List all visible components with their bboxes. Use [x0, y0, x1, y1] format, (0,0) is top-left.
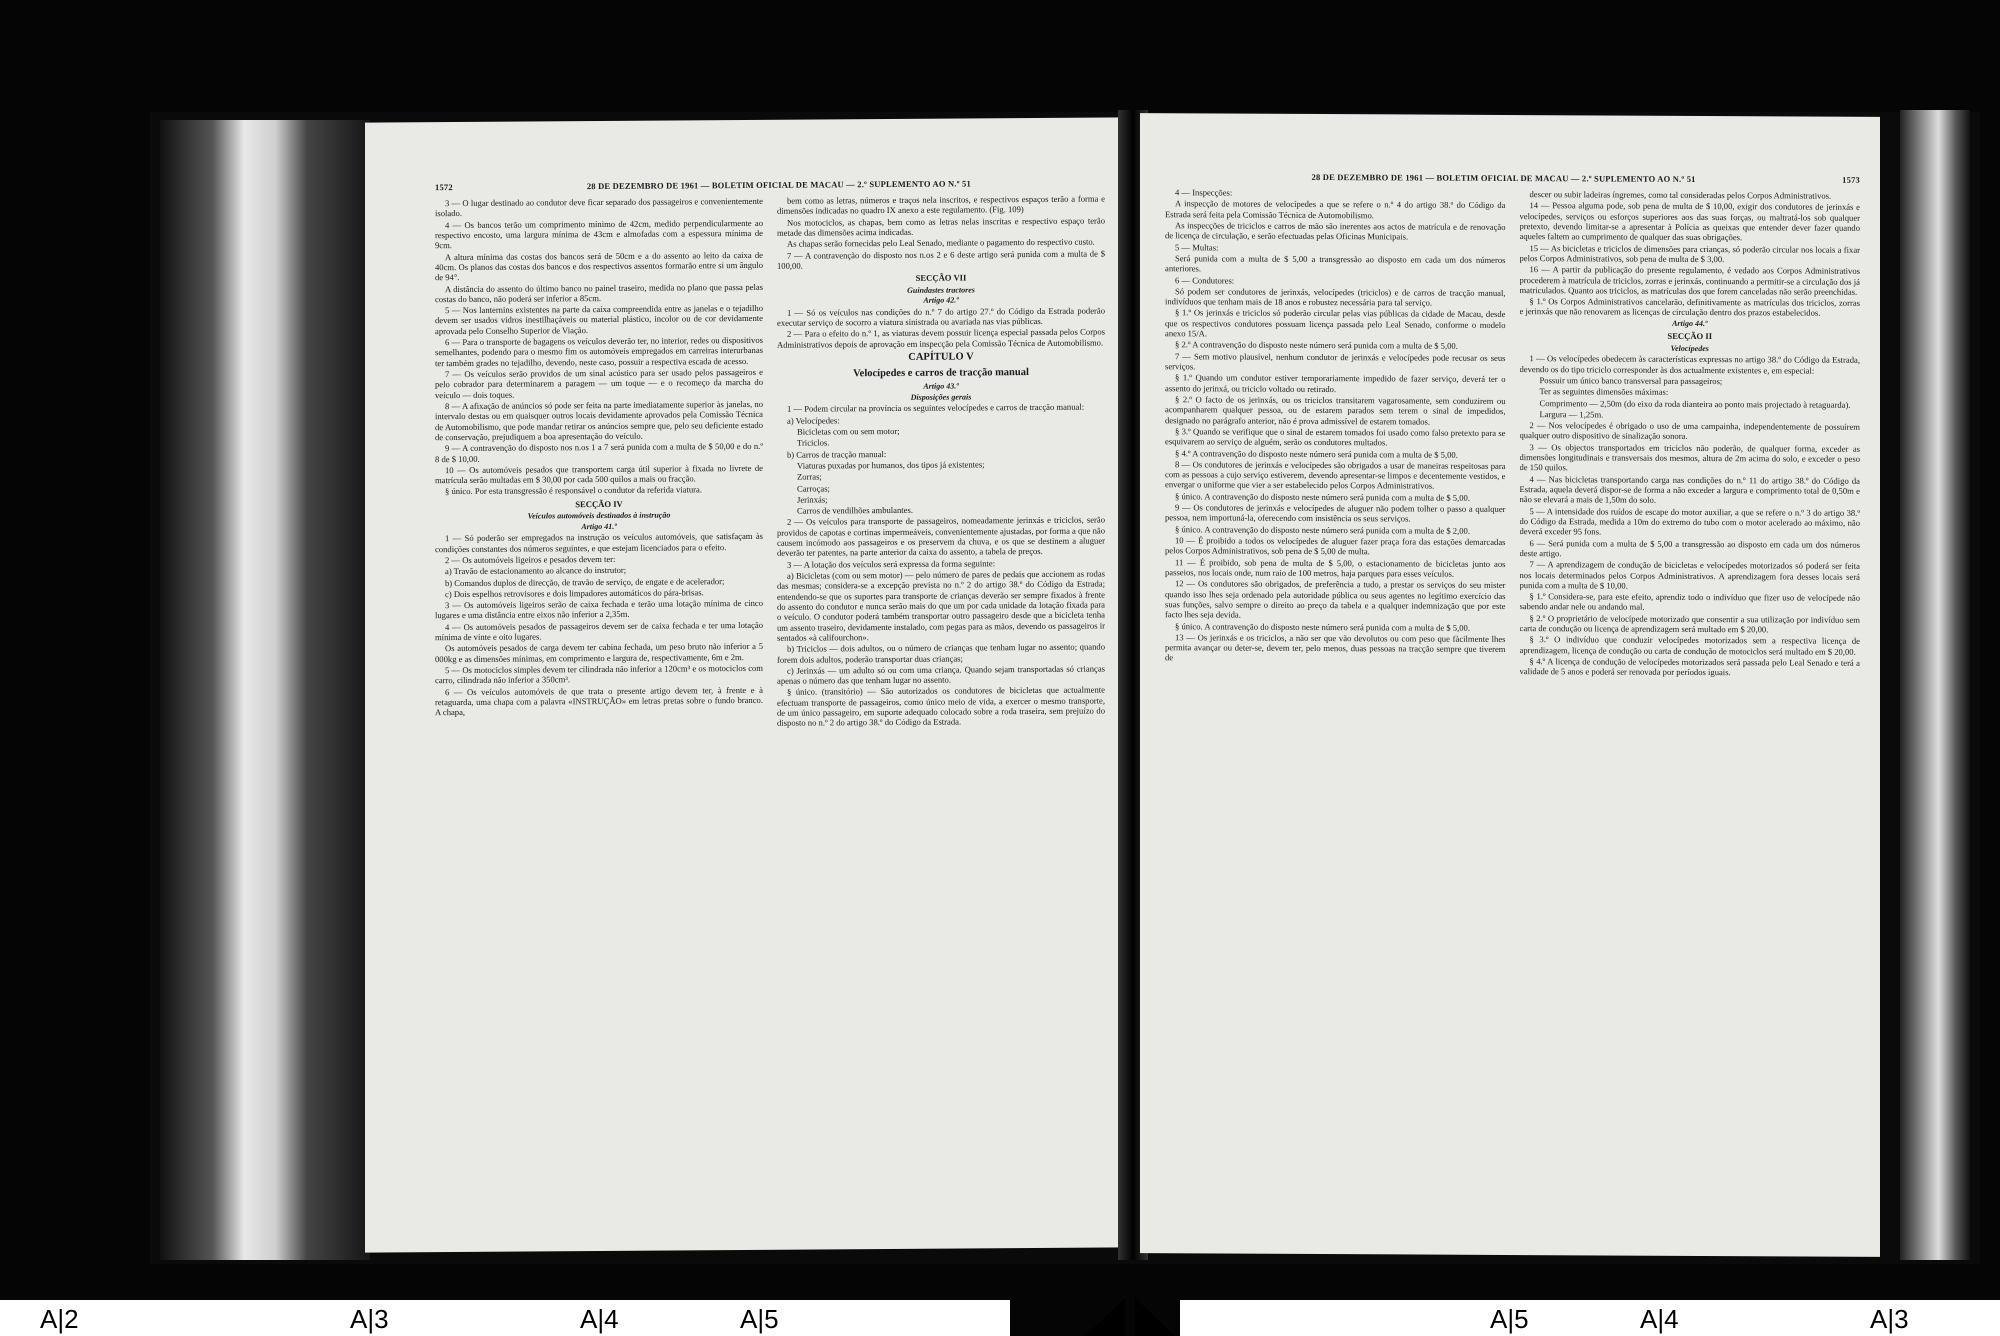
paragraph: 9 — Os condutores de jerinxás e velocípedes de aluguer não podem tolher o passo a qualquer pessoa, nem importuná-la, oferecendo com insistência os seus serviços. [1165, 502, 1506, 524]
paragraph: Carros de vendilhões ambulantes. [797, 504, 913, 516]
paragraph: a) Travão de estacionamento ao alcance do instrutor; [445, 565, 627, 577]
paragraph: 1 — Só os veículos nas condições do n.º 7 do artigo 27.º do Código da Estrada poderão executar serviço de socorro a viatura sinistrada ou avariada nas vias públicas. [777, 305, 1105, 328]
paragraph: Largura — 1,25m. [1539, 408, 1604, 420]
paragraph: 8 — Os condutores de jerinxás e velocípedes são obrigados a usar de maneiras respeitosas para com as pessoas a cujo serviço estiverem, devendo apresentar-se limpos e decentemente vestidos, e envergar o uniforme que vier a ser estabelecido pelos Corpos Administrativos. [1165, 459, 1506, 492]
paragraph: A altura mínima das costas dos bancos será de 50cm e a do assento ao leito da caixa de 40cm. Os planos das costas dos bancos e dos respectivos assentos formarão entre si um ângulo de 94°. [435, 249, 763, 283]
paragraph: § único. A contravenção do disposto neste número será punida com a multa de $ 5,00. [1175, 490, 1470, 503]
right-page-column-2 [1520, 189, 1861, 1253]
paragraph: 10 — É proibido a todos os velocípedes de aluguer fazer praça fora das estações demarcadas pelos Corpos Administrativos, sob pena de $ 5,00 de multa. [1165, 535, 1506, 557]
book-edge-right [1900, 110, 1970, 1260]
paragraph: § único. A contravenção do disposto neste número será punida com a multa de $ 2,00. [1175, 523, 1470, 536]
paragraph: 11 — É proibido, sob pena de multa de $ 5,00, o estacionamento de bicicletas junto aos passeios, nos locais onde, num raio de 100 metros, haja parques para esses veículos. [1165, 556, 1506, 579]
paragraph: § 1.º Quando um condutor estiver temporariamente impedido de fazer serviço, deverá ter o assento do jerinxá, ou triciclo voltado ou retirado. [1165, 372, 1506, 394]
left-page-column-1 [435, 196, 763, 1248]
paragraph: 12 — Os condutores são obrigados, de preferência a tudo, a prestar os serviços do seu mister quando isso lhes seja ordenado pela autoridade pública ou seus agentes no legítimo exercício das suas funções, salvo sempre o direito ao preço da tabela e a qualquer indemnização que por este facto lhes seja devida. [1165, 578, 1506, 620]
paragraph: 2 — Nos velocípedes é obrigado o uso de uma campainha, independentemente de possuírem qualquer outro dispositivo de sinalização sonora. [1519, 420, 1860, 442]
paragraph: 4 — Os bancos terão um comprimento mínimo de 42cm, medido perpendicularmente ao respectivo encosto, uma largura mínima de 43cm e almofadas com a espessura mínima de 9cm. [435, 217, 763, 251]
paragraph: Triciclos. [797, 437, 830, 448]
paragraph: Jerinxás; [797, 494, 828, 505]
paragraph: Zorras; [797, 471, 822, 482]
left-page-number: 1572 [435, 182, 453, 193]
section-subheading: Veículos automóveis destinados à instrução [527, 510, 671, 521]
paragraph: 1 — Os velocípedes obedecem às características expressas no artigo 38.º do Código da Estrada, devendo os do tipo triciclo corresponder às dos actualmente existentes e, em especial: [1519, 353, 1860, 376]
paragraph: 6 — Para o transporte de bagagens os veículos deverão ter, no interior, redes ou dispositivos semelhantes, podendo para o mesmo fim os automóveis empregados em carreiras interurbanas ter também grades no tejadilho, devendo, neste caso, possuir a respectiva escada de acesso. [435, 334, 763, 368]
paragraph: § 4.º A contravenção do disposto neste número será punida com a multa de $ 5,00. [1175, 447, 1458, 460]
paragraph: Os automóveis pesados de carga devem ter cabina fechada, um peso bruto não inferior a 5 000kg e as dimensões mínimas, em comprimento e largura de, respectivamente, 6m e 2m. [435, 641, 763, 664]
paragraph: § único. A contravenção do disposto neste número será punida com a multa de $ 5,00. [1175, 620, 1470, 633]
section-subheading: Guindastes tractores [907, 284, 975, 295]
section-heading: SECÇÃO VII [915, 272, 967, 284]
article-heading: Artigo 44.º [1672, 318, 1708, 328]
paragraph: A distância do assento do último banco no painel traseiro, medida no plano que passa pelas costas do banco, não poderá ser inferior a 85cm. [435, 281, 763, 304]
paragraph: b) Triciclos — dois adultos, ou o número de crianças que tenham lugar no assento; quando forem dois adultos, poderão transportar duas crianças; [777, 641, 1105, 665]
paragraph: Nos motociclos, as chapas, bem como as letras nelas inscritas e respectivo espaço terão metade das dimensões acima indicadas. [777, 215, 1105, 238]
paragraph: 3 — A lotação dos veículos será expressa da forma seguinte: [787, 557, 996, 570]
paragraph: 8 — A afixação de anúncios só pode ser feita na parte imediatamente superior às janelas, no intervalo destas ou em quaisquer outros locais devidamente aprovados pela Comissão Técnica de Automobilismo, que pode mandar retirar os anúncios sempre que, pelo seu deficiente estado de conservação, prejudiquem a boa apresentação do veículo. [435, 398, 763, 443]
paragraph: § único. Por esta transgressão é responsável o condutor da referida viatura. [445, 484, 703, 497]
paragraph: Carroças; [797, 482, 830, 494]
section-subheading: Velocípedes [1670, 343, 1709, 353]
paragraph: 4 — Os automóveis pesados de passageiros devem ser de caixa fechada e ter uma lotação mínima de vinte e oito lugares. [435, 619, 763, 643]
right-page [1140, 113, 1880, 1257]
paragraph: 5 — Multas: [1175, 241, 1219, 253]
left-page-header [435, 177, 1105, 192]
paragraph: 9 — A contravenção do disposto nos n.os 1 a 7 será punida com a multa de $ 50,00 e do n.º 8 de $ 10,00. [435, 441, 763, 464]
paragraph: § 1.º Os Corpos Administrativos cancelarão, definitivamente as matrículas dos triciclos, zorras e jerinxás que não renovarem as licenças de circulação dentro dos prazos estabelecidos. [1519, 296, 1860, 319]
paragraph: As chapas serão fornecidas pelo Leal Senado, mediante o pagamento do respectivo custo. [787, 236, 1095, 249]
paragraph: 1 — Podem circular na província os seguintes velocípedes e carros de tracção manual: [787, 401, 1085, 415]
book-edge-left [160, 120, 370, 1260]
section-subheading: Disposições gerais [910, 392, 972, 402]
paragraph: As inspecções de triciclos e carros de mão são inerentes aos actos de matrícula e de renovação de licença de circulação, e serão efectuadas pelas Oficinas Municipais. [1165, 220, 1506, 242]
paragraph: § 2.º O facto de os jerinxás, ou os triciclos transitarem vagarosamente, sem conduzirem ou acompanharem qualquer pessoa, ou de estarem parados sem terem o sinal de impedidos, designado no parágrafo anterior, não é prova admissível de estarem tomados. [1165, 394, 1506, 427]
paragraph: 1 — Só poderão ser empregados na instrução os veículos automóveis, que satisfaçam às condições constantes dos números seguintes, e que estejam licenciados para o efeito. [435, 531, 763, 554]
paragraph: Será punida com a multa de $ 5,00 a transgressão ao disposto em cada um dos números anteriores. [1165, 253, 1506, 274]
paragraph: § 4.º A licença de condução de velocípedes motorizados será passada pelo Leal Senado e terá a validade de 5 anos e poderá ser renovada por períodos iguais. [1519, 656, 1860, 678]
article-heading: Artigo 41.º [581, 521, 617, 531]
paragraph: Ter as seguintes dimensões máximas: [1539, 386, 1669, 398]
paragraph: 6 — Os veículos automóveis de que trata o presente artigo devem ter, à frente e à retaguarda, uma chapa com a palavra «INSTRUÇÃO» em letras pretas sobre o fundo branco. A chapa, [435, 684, 763, 718]
right-page-header-title: 28 DE DEZEMBRO DE 1961 — BOLETIM OFICIAL DE MACAU — 2.º SUPLEMENTO AO N.º 51 [1311, 171, 1696, 184]
paragraph: descer ou subir ladeiras íngremes, como tal consideradas pelos Corpos Administrativos. [1529, 189, 1832, 201]
paragraph: 6 — Condutores: [1175, 274, 1235, 286]
paragraph: bem como as letras, números e traços nela inscritos, e respectivos espaços terão a forma e dimensões indicadas no quadro IX anexo a este regulamento. (Fig. 109) [777, 193, 1105, 217]
ruler-mark: A|3 [1870, 1304, 1909, 1334]
chapter-heading: CAPÍTULO V [908, 351, 974, 363]
paragraph: 4 — Inspecções: [1175, 187, 1233, 198]
ruler-mark: A|2 [40, 1304, 79, 1334]
left-page-column-2 [777, 193, 1105, 1245]
paragraph: § 2.º O proprietário de velocípede motorizado que consentir a sua utilização por indivíduo sem carta de condução ou licença de aprendizagem será multado em $ 20,00. [1519, 612, 1860, 635]
paragraph: 2 — Os veículos para transporte de passageiros, nomeadamente jerinxás e triciclos, serão providos de capotas e cortinas impermeáveis, convenientemente ajustadas, por forma a que não causem incómodo aos passageiros e os preservem da chuva, e os que se destinem a aluguer deverão ter patentes, na parte anterior da caixa do assento, a tabela de preços. [777, 514, 1105, 559]
paragraph: § 3.º Quando se verifique que o sinal de estarem tomados foi usado como falso pretexto para se esquivarem ao serviço de alguém, serão os condutores multados. [1165, 426, 1506, 448]
paragraph: b) Carros de tracção manual: [787, 448, 887, 460]
paragraph: 16 — A partir da publicação do presente regulamento, é vedado aos Corpos Administrativos procederem à matrícula de triciclos, zorras e jerinxás, continuando a permitir-se a circulação dos já matriculados. Quanto aos triciclos, as matrículas dos que forem canceladas não serão preenchidas. [1519, 264, 1860, 297]
right-page-header [1165, 171, 1860, 185]
paragraph: a) Velocípedes: [787, 414, 840, 426]
paragraph: 3 — O lugar destinado ao condutor deve ficar separado dos passageiros e convenientemente isolado. [435, 195, 763, 219]
section-heading: SECÇÃO II [1667, 331, 1713, 342]
section-heading: SECÇÃO IV [575, 498, 623, 509]
paragraph: Bicicletas com ou sem motor; [797, 425, 900, 437]
paragraph: 7 — A aprendizagem de condução de bicicletas e velocípedes motorizados só poderá ser feita nos locais determinados pelos Corpos Administrativos. A aprendizagem fora desses locais será punida com a multa de $ 10,00. [1519, 559, 1860, 591]
article-heading: Artigo 42.º [923, 295, 959, 305]
paragraph: 5 — A intensidade dos ruídos de escape do motor auxiliar, a que se refere o n.º 3 do artigo 38.º do Código da Estrada, medida a 10m do extremo do tubo com o motor acelerado ao máximo, não deverá exceder 95 fons. [1519, 505, 1860, 537]
paragraph: Viaturas puxadas por humanos, dos tipos já existentes; [797, 459, 985, 471]
paragraph: Só podem ser condutores de jerinxás, velocípedes (triciclos) e de carros de tracção manual, indivíduos que tenham mais de 18 anos e robustez necessária para tal serviço. [1165, 286, 1506, 308]
ruler-mark: A|4 [1640, 1304, 1679, 1334]
paragraph: 3 — Os objectos transportados em triciclos não poderão, de qualquer forma, exceder as dimensões longitudinais e transversais dos mesmos, altura de 2m acima do solo, e exceder o peso de 150 quilos. [1519, 441, 1860, 473]
paragraph: 13 — Os jerinxás e os triciclos, a não ser que vão devolutos ou com peso que fàcilmente lhes permita avançar ou deter-se, devem ter, pelo menos, duas pessoas na tracção sempre que tiverem de [1165, 632, 1506, 663]
paragraph: § 3.º O indivíduo que conduzir velocípedes motorizados sem a respectiva licença de aprendizagem, licença de condução ou carta de condução de motociclos será multado em $ 20,00. [1519, 634, 1860, 657]
chapter-title: Velocípedes e carros de tracção manual [853, 366, 1029, 379]
paragraph: 4 — Nas bicicletas transportando carga nas condições do n.º 11 do artigo 38.º do Código da Estrada, aquela deverá dispor-se de forma a não exceder a largura e comprimento total de 0,50m e não se elevará a mais de 1,50m do solo. [1519, 473, 1860, 506]
paragraph: § 1.º Os jerinxás e triciclos só poderão circular pelas vias públicas da cidade de Macau, desde que os respectivos condutores possuam licença passada pelo Leal Senado, conforme o modelo anexo 15/A. [1165, 307, 1506, 339]
left-page [365, 117, 1127, 1252]
paragraph: 2 — Para o efeito do n.º 1, as viaturas devem possuir licença especial passada pelos Corpos Administrativos depois de aprovação em inspecção pela Comissão Técnica de Automobilismo. [777, 326, 1105, 350]
paragraph: 10 — Os automóveis pesados que transportem carga útil superior à fixada no livrete de matrícula serão multadas em $ 30,00 por cada 500 quilos a mais ou fracção. [435, 462, 763, 486]
article-heading: Artigo 43.º [923, 381, 959, 391]
center-arrows-icon [1085, 1296, 1175, 1336]
paragraph: 15 — As bicicletas e triciclos de dimensões para crianças, só poderão circular nos locais a fixar pelos Corpos Administrativos, sob pena de multa de $ 3,00. [1519, 242, 1860, 264]
ruler-left [0, 1300, 1010, 1336]
ruler-mark: A|5 [1490, 1304, 1529, 1334]
paragraph: § único. (transitório) — São autorizados os condutores de bicicletas que actualmente efectuam transporte de passageiros, como único meio de vida, a exercer o mesmo transporte, de um único passageiro, em suporte adequado colocado sobre a roda traseira, sem prejuízo do disposto no n.º 2 do artigo 38.º do Código da Estrada. [777, 684, 1105, 729]
paragraph: Comprimento — 2,50m (do eixo da roda dianteira ao ponto mais projectado à retaguarda). [1539, 397, 1851, 410]
paragraph: 7 — Os veículos serão providos de um sinal acústico para ser usado pelos passageiros e pelo cobrador para determinarem a paragem — um toque — e o recomeço da marcha do veículo — dois toques. [435, 366, 763, 400]
paragraph: 2 — Os automóveis ligeiros e pesados devem ter: [445, 553, 616, 565]
ruler-mark: A|5 [740, 1304, 779, 1334]
paragraph: 6 — Será punida com a multa de $ 5,00 a transgressão ao disposto em cada um dos números deste artigo. [1519, 537, 1860, 559]
paragraph: c) Dois espelhos retrovisores e dois limpadores automáticos do pára-brisas. [445, 587, 704, 599]
paragraph: § 2.º A contravenção do disposto neste número será punida com a multa de $ 5,00. [1175, 339, 1458, 352]
left-page-header-title: 28 DE DEZEMBRO DE 1961 — BOLETIM OFICIAL DE MACAU — 2.º SUPLEMENTO AO N.º 51 [586, 178, 971, 192]
paragraph: Possuir um único banco transversal para passageiros; [1539, 375, 1723, 386]
ruler-mark: A|3 [350, 1304, 389, 1334]
paragraph: 7 — A contravenção do disposto nos n.os 2 e 6 deste artigo será punida com a multa de $ 100,00. [777, 248, 1105, 271]
paragraph: A inspecção de motores de velocípedes a que se refere o n.º 4 do artigo 38.º do Código da Estrada será feita pela Comissão Técnica de Automobilismo. [1165, 198, 1506, 220]
paragraph: 3 — Os automóveis ligeiros serão de caixa fechada e terão uma lotação mínima de cinco lugares e uma distância entre eixos não inferior a 2,35m. [435, 598, 763, 621]
right-page-number: 1573 [1842, 174, 1860, 185]
paragraph: 14 — Pessoa alguma pode, sob pena de multa de $ 10,00, exigir dos condutores de jerinxás e velocípedes, serviços ou esforços superiores aos das suas forças, ou maltratá-los sob qualquer pretexto, devendo limitar-se a apresentar à Polícia as queixas que entender dever fazer quando aqueles faltem ao cumprimento de qualquer das suas obrigações. [1519, 200, 1860, 243]
paragraph: a) Bicicletas (com ou sem motor) — pelo número de pares de pedais que accionem as rodas das mesmas; considera-se a excepção prevista no n.º 2 do artigo 38.º do Código da Estrada; entendendo-se que os suportes para transporte de crianças deverão ser sempre fixados à frente do assento do condutor e nunca serão mais do que um por cada unidade da lotação fixada para o veículo. O condutor poderá também transportar outro passageiro desde que a bicicleta tenha um assento traseiro, devidamente instalado, com pegas para as mãos, devendo os passageiros ir sentados «à califourchon». [777, 568, 1105, 643]
ruler-mark: A|4 [580, 1304, 619, 1334]
right-page-column-1 [1165, 187, 1506, 1251]
paragraph: b) Comandos duplos de direcção, de travão de serviço, de engate e de acelerador; [445, 575, 725, 588]
paragraph: 5 — Nos lanternins existentes na parte da caixa compreendida entre as janelas e o tejadilho devem ser usados vidros inestilhaçáveis ou material plástico, incolor ou de cor devidamente aprovada pelo Conselho Superior de Viação. [435, 303, 763, 336]
paragraph: 7 — Sem motivo plausível, nenhum condutor de jerinxás e velocípedes pode recusar os seus serviços. [1165, 350, 1506, 372]
paragraph: 5 — Os motociclos simples devem ter cilindrada não inferior a 120cm³ e os motociclos com carro, cilindrada não inferior a 350cm³. [435, 662, 763, 686]
ruler-right [1180, 1300, 2000, 1336]
paragraph: § 1.º Considera-se, para este efeito, aprendiz todo o indivíduo que fizer uso de velocípede não sabendo andar nele ou andando mal. [1519, 591, 1860, 613]
paragraph: c) Jerinxás — um adulto só ou com uma criança. Quando sejam transportadas só crianças apenas o número das que tenham lugar no assento. [777, 663, 1105, 686]
